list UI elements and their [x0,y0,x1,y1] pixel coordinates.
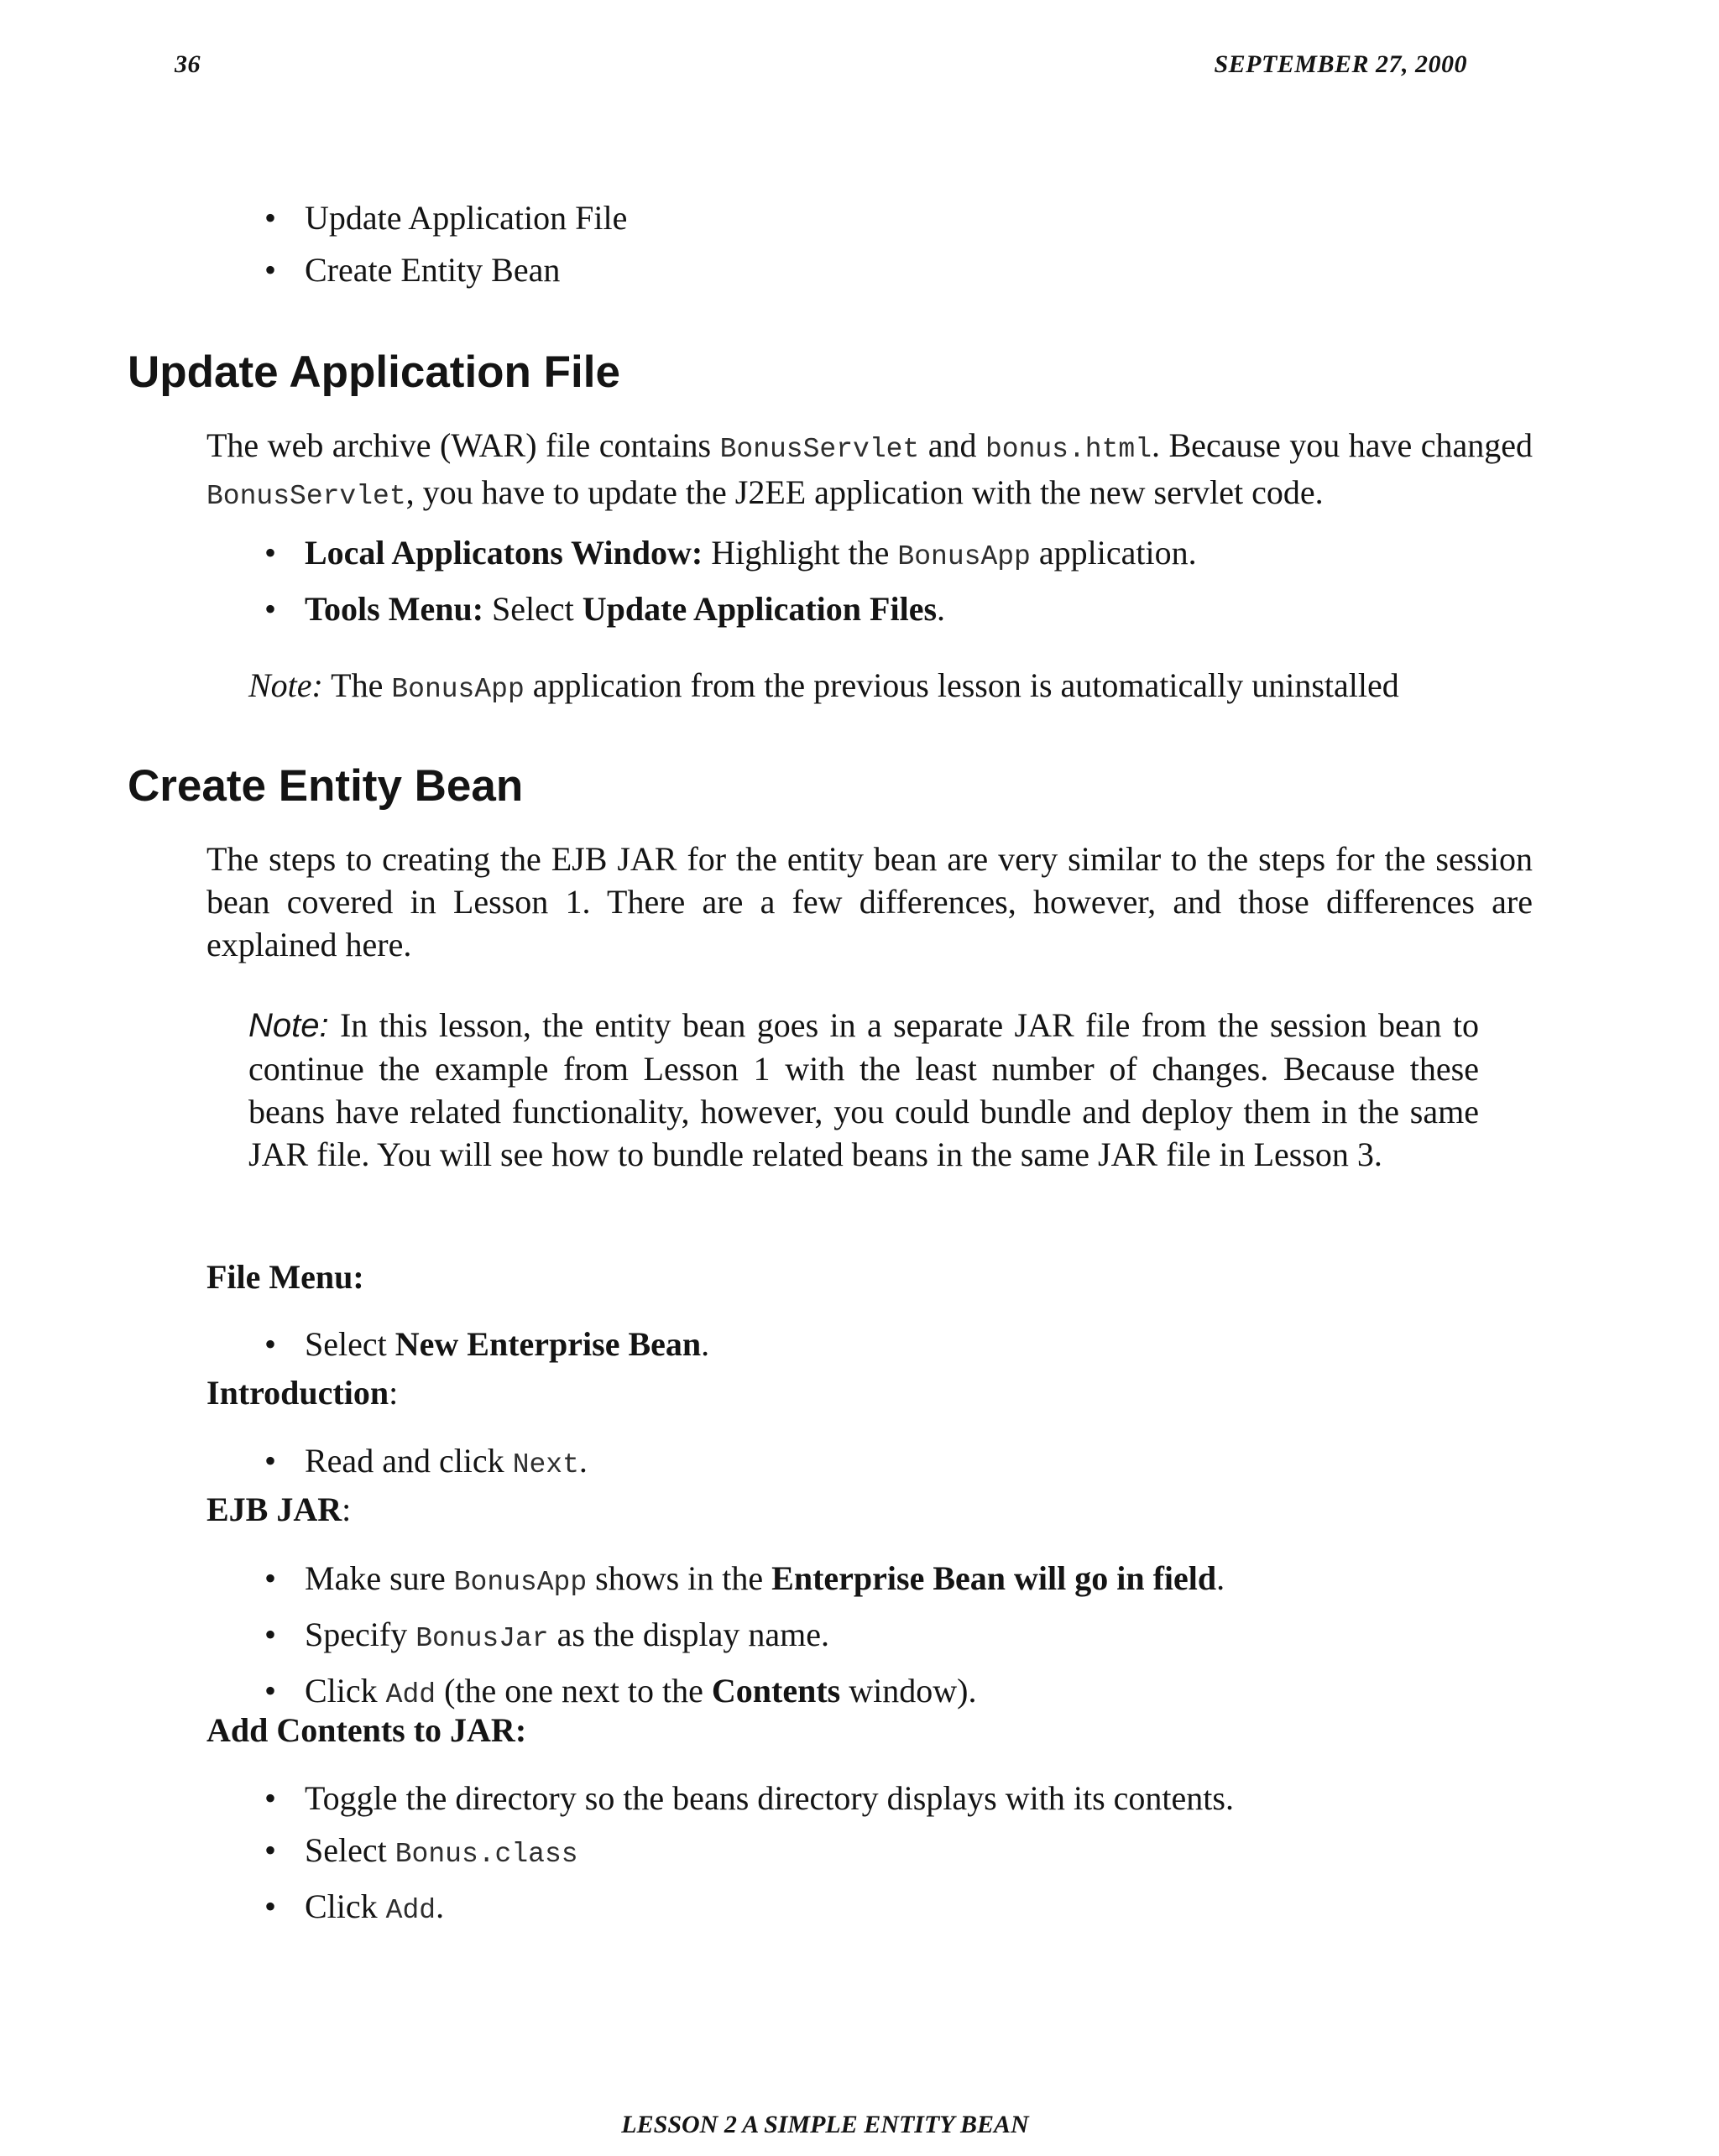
list-item: • Specify BonusJar as the display name. [264,1609,1225,1665]
code-add: Add [385,1679,436,1710]
code-bonusservlet: BonusServlet [719,434,920,465]
create-paragraph: The steps to creating the EJB JAR for the entity bean are very similar to the steps for the session bean covered in Lesson 1. There are a few differences, however, and those differences are explained here. [206,840,1533,963]
step-heading-add-contents: Add Contents to JAR: [206,1711,527,1749]
note-label: Note: [248,666,323,704]
running-footer: LESSON 2 A SIMPLE ENTITY BEAN [621,2111,1029,2138]
list-item: • Click Add. [264,1881,1234,1937]
code-bonus-html: bonus.html [985,434,1152,465]
add-contents-list [264,1772,1234,1937]
update-paragraph: The web archive (WAR) file contains BonusServlet and bonus.html. Because you have changed BonusServlet, you have to update the J2EE application with the new servlet code. [206,426,1533,512]
step-heading-ejb-jar: EJB JAR: [206,1490,352,1528]
step-heading-file-menu: File Menu: [206,1258,364,1296]
code-bonusjar: BonusJar [415,1623,549,1654]
section-heading-create-entity-bean: Create Entity Bean [128,761,524,811]
code-bonusservlet: BonusServlet [206,481,406,512]
code-bonusapp: BonusApp [391,674,525,705]
create-note: Note: In this lesson, the entity bean goes in a separate JAR file from the session bean to continue the example from Lesson 1 with the least number of changes. Because these beans have related functionality, however, you could bundle and deploy them in the same JAR file. You will see how to bundle related beans in the same JAR file in Lesson 3. [248,1006,1479,1173]
intro-list [264,192,627,296]
update-steps-list [264,527,1197,635]
running-header-date: SEPTEMBER 27, 2000 [1214,50,1467,78]
list-item: • Select New Enterprise Bean. [264,1318,709,1370]
code-add: Add [385,1895,436,1926]
update-note: Note: The BonusApp application from the previous lesson is automatically uninstalled [248,666,1399,705]
ejb-jar-list [264,1553,1225,1721]
file-menu-list [264,1318,709,1370]
list-item: • Create Entity Bean [264,244,627,296]
list-item: • Local Applicatons Window: Highlight the BonusApp application. [264,527,1197,583]
list-item: • Click Add (the one next to the Contents window). [264,1665,1225,1721]
list-item: • Update Application File [264,192,627,244]
page-number: 36 [175,50,201,78]
code-next: Next [512,1449,579,1480]
list-item: • Make sure BonusApp shows in the Enterprise Bean will go in field. [264,1553,1225,1609]
list-item: • Select Bonus.class [264,1825,1234,1881]
code-bonusapp: BonusApp [453,1567,588,1598]
introduction-list [264,1435,588,1491]
list-item: • Toggle the directory so the beans directory displays with its contents. [264,1772,1234,1825]
step-heading-introduction: Introduction: [206,1374,399,1412]
note-label: Note: [248,1007,329,1044]
list-item: • Tools Menu: Select Update Application Files. [264,583,1197,635]
section-heading-update-application-file: Update Application File [128,347,620,397]
code-bonus-class: Bonus.class [394,1839,578,1870]
code-bonusapp: BonusApp [897,541,1031,572]
list-item: • Read and click Next. [264,1435,588,1491]
